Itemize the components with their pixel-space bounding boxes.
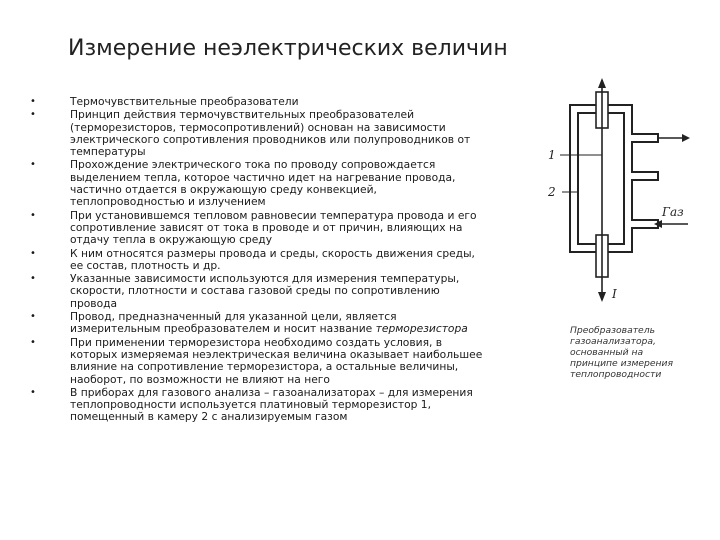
current-top-arrow [598,78,606,88]
bullet-line: • Указанные зависимости используются для измерения температуры, [70,272,460,286]
bullet-line: наоборот, по возможности не влияют на него [70,372,330,386]
caption-line: теплопроводности [570,369,662,380]
gas-analyzer-diagram [540,70,700,320]
bullet-line: теплопроводностью и излучением [70,195,266,209]
bullet-item [30,248,540,273]
bullet-line: • При применении терморезистора необходимо создать условия, в [70,335,443,349]
bullet-line: электрического сопротивления проводников или полупроводников от [70,132,471,146]
bullet-item [30,159,540,208]
gas-label: Газ [662,205,684,219]
bullet-line: провода [70,296,118,310]
bullet-line: влияние на сопротивление терморезистора, а остальные величины, [70,360,459,374]
gas-outlet-arrow [682,134,690,142]
bullet-line: выделением тепла, которое частично идет на нагревание провода, [70,170,456,184]
bullet-item [30,311,540,336]
bullet-line: • Принцип действия термочувствительных преобразователей [70,108,415,122]
bullet-item [30,387,540,424]
caption-line: основанный на [570,347,644,358]
diagram-caption [570,325,673,380]
bullet-line [70,323,540,335]
emphasized-term: терморезистора [375,322,468,336]
bullet-text: измерительным преобразователем и носит название [70,322,376,336]
bullet-item [30,109,540,158]
slide-title: Измерение неэлектрических величин [68,36,508,61]
label-1: 1 [548,148,556,162]
bullet-line: • При установившемся тепловом равновесии температура провода и его [70,208,477,222]
bullet-line: • Термочувствительные преобразователи [70,95,299,108]
bullet-line: сопротивление зависят от тока в проводе и от причин, влияющих на [70,220,463,234]
bullet-item [30,210,540,247]
bullet-line: которых измеряемая неэлектрическая величина оказывает наибольшее [70,347,483,361]
bullet-line: • Прохождение электрического тока по проводу сопровождается [70,158,436,172]
current-label: I [612,287,617,301]
bullet-item [30,273,540,310]
bullet-line: • К ним относятся размеры провода и среды, скорость движения среды, [70,246,475,260]
caption-line: газоанализатора, [570,336,656,347]
bullet-line: частично отдается в окружающую среду конвекцией, [70,183,377,197]
bullet-line: • Провод, предназначенный для указанной цели, является [70,310,397,324]
caption-line: принципе измерения [570,358,674,369]
current-bottom-arrow [598,292,606,302]
bullet-line: отдачу тепла в окружающую среду [70,233,273,247]
bullet-line: температуры [70,145,146,159]
bullet-item [30,337,540,386]
chamber-inner-wall [578,113,624,244]
bullet-line: теплопроводности используется платиновый терморезистор 1, [70,398,431,412]
chamber-outer-wall [570,105,658,252]
bullet-line: (терморезисторов, термосопротивлений) основан на зависимости [70,120,446,134]
bullet-line: скорости, плотности и состава газовой среды по сопротивлению [70,284,440,298]
label-2: 2 [548,185,556,199]
bullet-line: • В приборах для газового анализа – газоанализаторах – для измерения [70,385,473,399]
caption-line: Преобразователь [570,325,655,336]
bullet-line: ее состав, плотность и др. [70,258,221,272]
bullet-list [30,96,540,425]
bullet-line: помещенный в камеру 2 с анализируемым газом [70,410,348,424]
bullet-item [30,96,540,108]
